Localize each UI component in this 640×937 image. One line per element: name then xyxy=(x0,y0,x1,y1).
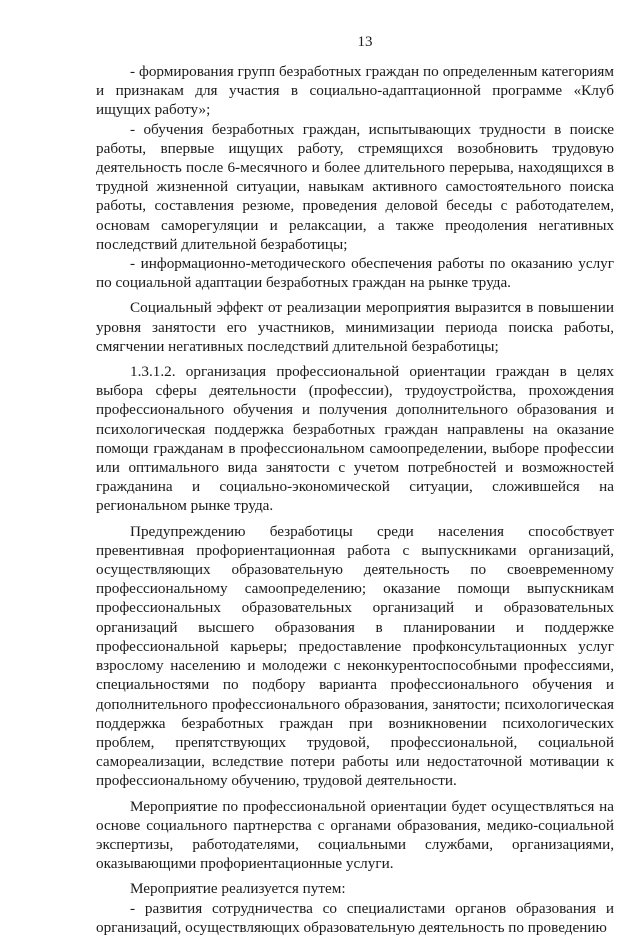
paragraph: - развития сотрудничества со специалистами органов образования и организаций, осуществляющих образовательную деятельность по проведению xyxy=(96,899,614,936)
paragraph: - информационно-методического обеспечения работы по оказанию услуг по социальной адаптации безработных граждан на рынке труда. xyxy=(96,255,614,292)
paragraph: Мероприятие по профессиональной ориентации будет осуществляться на основе социального партнерства с органами образования, медико-социальной экспертизы, работодателями, социальными службами, организациями, оказывающими профориентационные услуги. xyxy=(96,797,614,873)
paragraph: Социальный эффект от реализации мероприятия выразится в повышении уровня занятости его участников, минимизации периода поиска работы, смягчении негативных последствий длительной безработицы; xyxy=(96,299,614,355)
paragraph: - формирования групп безработных граждан по определенным категориям и признакам для участия в социально-адаптационной программе «Клуб ищущих работу»; xyxy=(96,63,614,119)
paragraph: 1.3.1.2. организация профессиональной ориентации граждан в целях выбора сферы деятельности (профессии), трудоустройства, прохождения профессионального обучения и получения дополнительного образования и психологическая поддержка безработных граждан направлены на оказание помощи гражданам в профессиональном самоопределении, выборе профессии или оптимального вида занятости с учетом потребностей и возможностей гражданина и социально-экономической ситуации, сложившейся на региональном рынке труда. xyxy=(96,363,614,515)
paragraph: Мероприятие реализуется путем: xyxy=(130,880,346,898)
paragraph: Предупреждению безработицы среди населения способствует превентивная профориентационная работа с выпускниками организаций, осуществляющих образовательную деятельность по своевременному профессиональному самоопределению; оказание помощи выпускникам профессиональных образовательных организаций и образовательных организаций высшего образования в планировании и поддержке профессиональной карьеры; предоставление профконсультационных услуг взрослому населению и молодежи с неконкурентоспособными профессиями, специальностями по подбору варианта профессионального обучения и дополнительного профессионального образования, занятости; психологическая поддержка безработных граждан при возникновении психологических проблем, препятствующих трудовой, профессиональной, социальной самореализации, вследствие потери работы или недостаточной мотивации к профессиональному обучению, трудовой деятельности. xyxy=(96,522,614,790)
paragraph: - обучения безработных граждан, испытывающих трудности в поиске работы, впервые ищущих работу, стремящихся возобновить трудовую деятельность после 6-месячного и более длительного перерыва, находящихся в трудной жизненной ситуации, навыкам активного самостоятельного поиска работы, составления резюме, проведения деловой беседы с работодателем, основам саморегуляции и релаксации, а также преодоления негативных последствий длительной безработицы; xyxy=(96,120,614,253)
page-number: 13 xyxy=(357,34,373,50)
